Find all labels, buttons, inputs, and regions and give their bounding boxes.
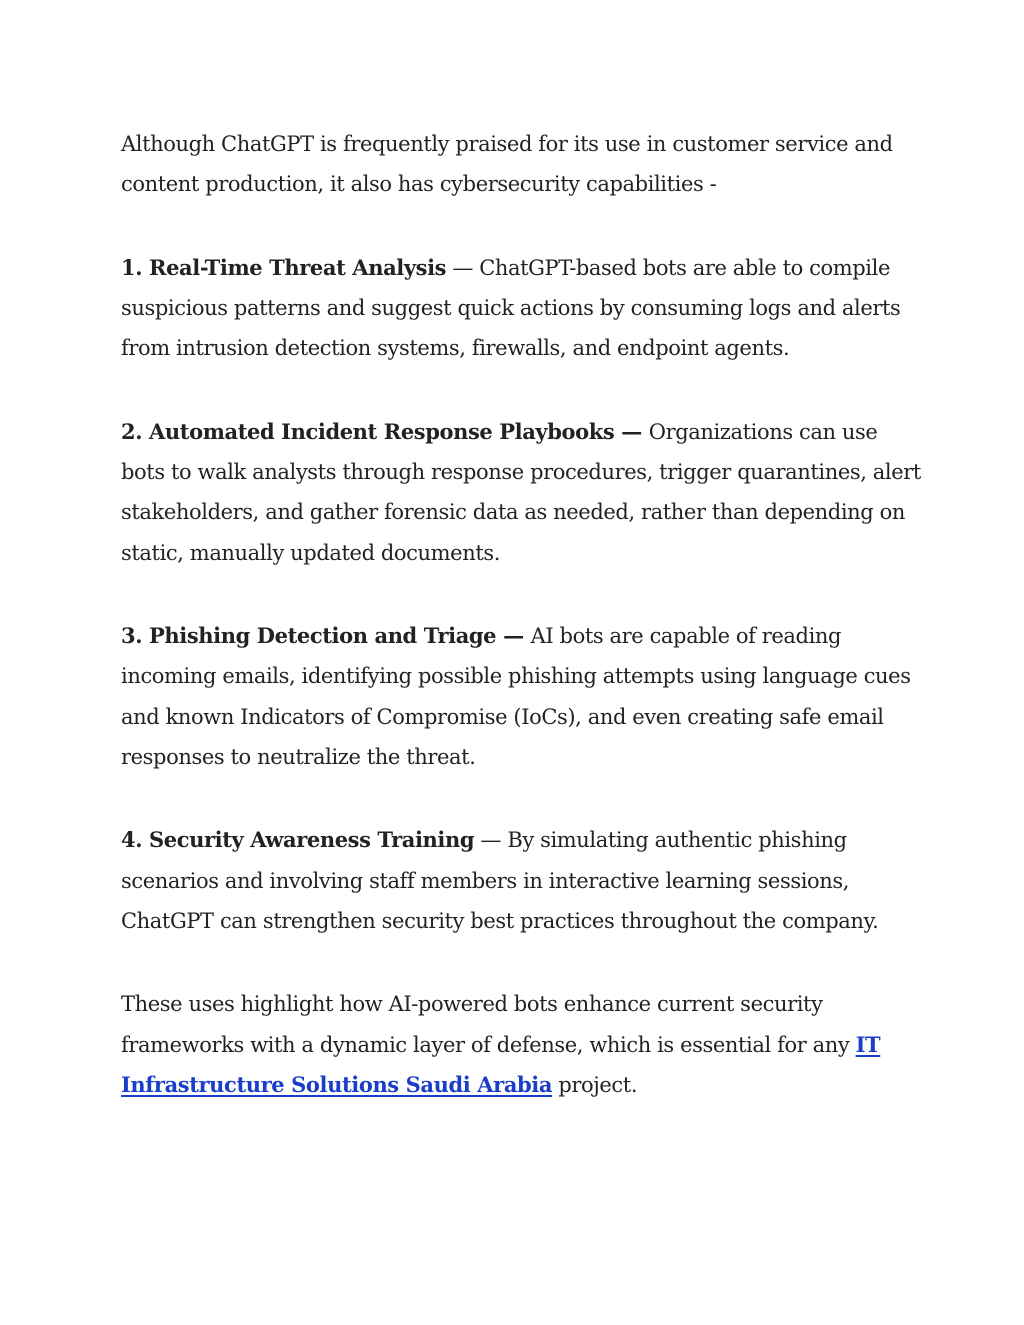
item-body: By simulating authentic phishing scenarios and involving staff members in interactive learning sessions, ChatGPT can strengthen security best practices throughout the company. [121,828,879,934]
list-item [121,248,921,369]
item-title: 2. Automated Incident Response Playbooks [121,418,615,444]
closing-text-after: project. [552,1073,638,1098]
closing-text-before: These uses highlight how AI-powered bots enhance current security frameworks with a dynamic layer of defense, which is essential for any [121,992,856,1057]
closing-paragraph [121,984,921,1105]
item-title: 4. Security Awareness Training [121,827,475,853]
item-body: AI bots are capable of reading incoming emails, identifying possible phishing attempts using language cues and known Indicators of Compromise (IoCs), and even creating safe email responses to neutralize the threat. [121,624,911,770]
list-item [121,820,921,941]
document-page [121,124,921,1106]
it-infrastructure-link[interactable]: IT Infrastructure Solutions Saudi Arabia [121,1031,881,1098]
list-item [121,412,921,574]
item-body: Organizations can use bots to walk analysts through response procedures, trigger quarantines, alert stakeholders, and gather forensic data as needed, rather than depending on static, manually updated documents. [121,419,921,565]
intro-text: Although ChatGPT is frequently praised for its use in customer service and content production, it also has cybersecurity capabilities - [121,132,893,197]
item-dash: — [446,255,480,280]
item-title: 3. Phishing Detection and Triage [121,623,497,649]
item-dash: — [474,828,508,853]
list-item [121,616,921,778]
item-dash: — [614,418,649,444]
item-title: 1. Real-Time Threat Analysis [121,254,447,280]
item-dash: — [496,623,531,649]
item-body: ChatGPT-based bots are able to compile suspicious patterns and suggest quick actions by consuming logs and alerts from intrusion detection systems, firewalls, and endpoint agents. [121,255,901,361]
intro-paragraph [121,124,921,205]
